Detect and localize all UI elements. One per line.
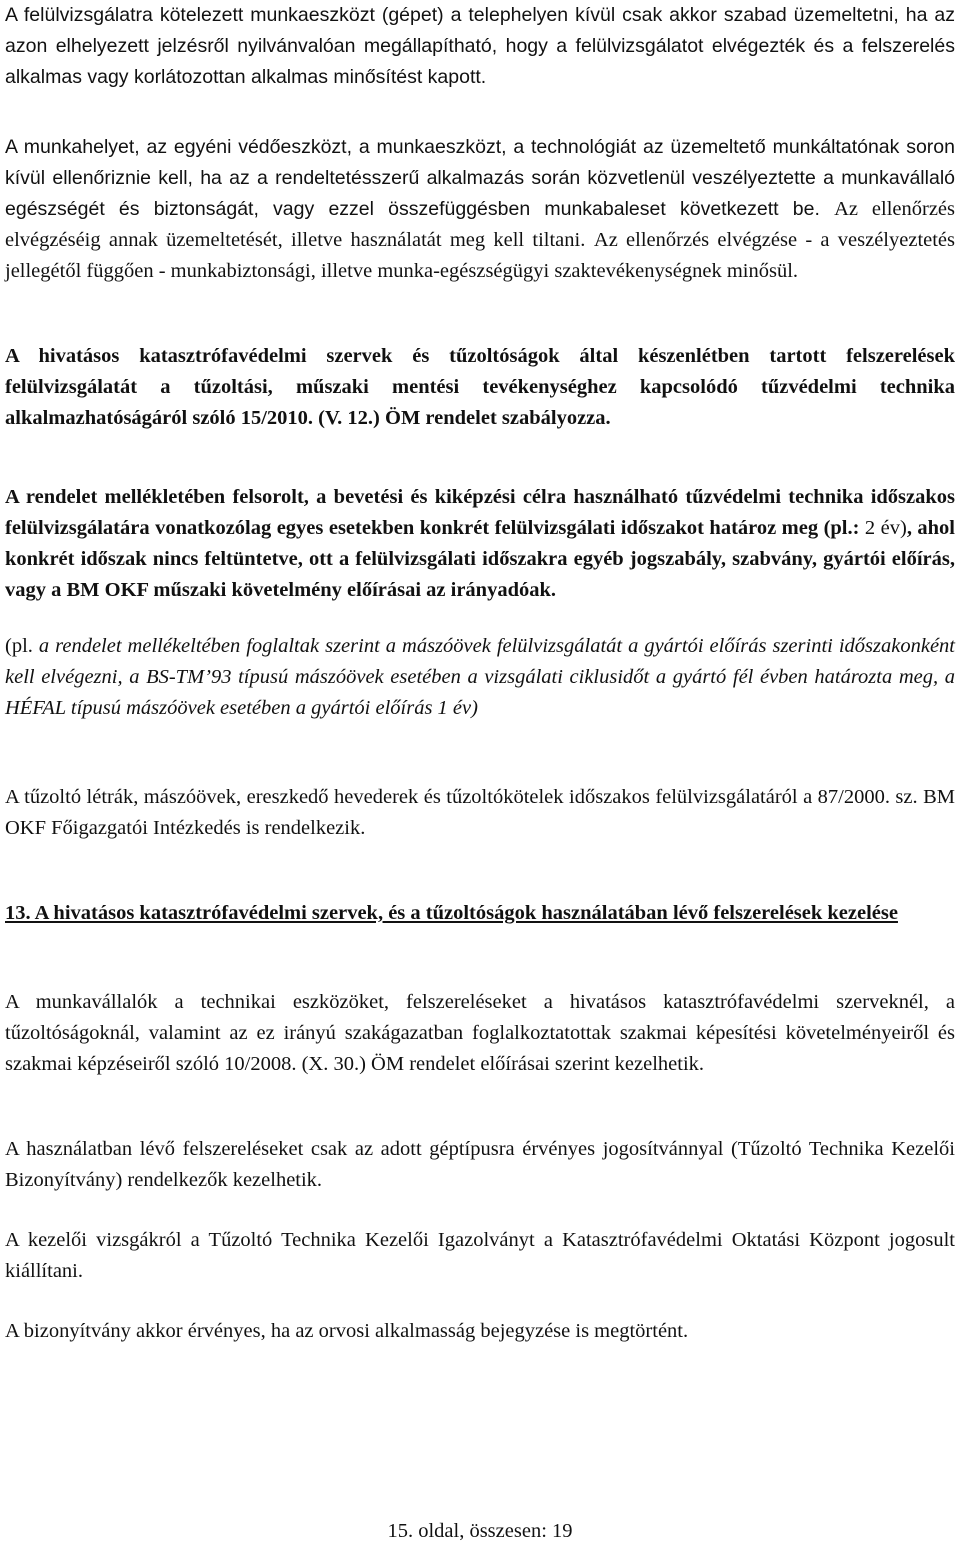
paragraph-regulation-15-2010: A hivatásos katasztrófavédelmi szervek és tűzoltóságok által készenlétben tartott felszerelések felülvizsgálatát a tűzoltási, műszaki mentési tevékenységhez kapcsolódó tűzvédelmi technika alkalmazhatóságáról szóló 15/2010. (V. 12.) ÖM rendelet szabályozza. xyxy=(5,345,955,429)
page-footer: 15. oldal, összesen: 19 xyxy=(387,1520,573,1542)
paragraph-inspection-requirement: A felülvizsgálatra kötelezett munkaeszközt (gépet) a telephelyen kívül csak akkor szabad üzemeltetni, ha az azon elhelyezett jelzésről nyilvánvalóan megállapítható, hogy a felülvizsgálatot elvégezték és a felszerelés alkalmas vagy korlátozottan alkalmas minősítést kapott. xyxy=(5,4,955,88)
paragraph-operator-id: A kezelői vizsgákról a Tűzoltó Technika Kezelői Igazolványt a Katasztrófavédelmi Oktatási Központ jogosult kiállítani. xyxy=(5,1229,955,1282)
paragraph-climbing-belt-example xyxy=(5,631,955,724)
annex-text-1: A rendelet mellékletében felsorolt, a bevetési és kiképzési célra használható tűzvédelmi technika időszakos felülvizsgálatára vonatkozólag egyes esetekben konkrét felülvizsgálati időszakot határoz meg (pl.: xyxy=(5,486,955,539)
paragraph-certificate-validity: A bizonyítvány akkor érvényes, ha az orvosi alkalmasság bejegyzése is megtörtént. xyxy=(5,1320,689,1342)
paragraph-operator-qualification: A munkavállalók a technikai eszközöket, felszereléseket a hivatásos katasztrófavédelmi szerveknél, a tűzoltóságoknál, valamint az ez irányú szakágazatban foglalkoztatottak szakmai képesítési követelményeiről és szakmai képzéseiről szóló 10/2008. (X. 30.) ÖM rendelet előírásai szerint kezelhetik. xyxy=(5,991,955,1075)
section-heading: 13. A hivatásos katasztrófavédelmi szervek, és a tűzoltóságok használatában lévő felszerelések kezelése xyxy=(5,902,898,924)
paragraph-annex-inspection xyxy=(5,482,955,606)
assessment-text: Az ellenőrzés elvégzése - a veszélyeztetés jellegétől függően - munkabiztonsági, illetve munka-egészségügyi szaktevékenységnek minősül. xyxy=(5,229,956,282)
paragraph-license-requirement: A használatban lévő felszereléseket csak az adott géptípusra érvényes jogosítvánnyal (Tűzoltó Technika Kezelői Bizonyítvány) rendelkezők kezelhetik. xyxy=(5,1138,955,1191)
paragraph-ladder-inspection: A tűzoltó létrák, mászóövek, ereszkedő hevederek és tűzoltókötelek időszakos felülvizsgálatáról a 87/2000. sz. BM OKF Főigazgatói Intézkedés is rendelkezik. xyxy=(5,786,955,839)
employer-check-text: A munkahelyet, az egyéni védőeszközt, a munkaeszközt, a technológiát az üzemeltető munkáltatónak soron kívül ellenőriznie kell, ha az a rendeltetésszerű alkalmazás során közvetlenül veszélyeztette a munkavállaló egészségét és biztonságát, vagy ezzel összefüggésben munkabaleset következett be. xyxy=(5,136,955,220)
annex-text-2: , ahol konkrét időszak nincs feltüntetve, ott a felülvizsgálati időszakra egyéb jogszabály, szabvány, gyártói előírás, vagy a BM OKF műszaki követelmény előírásai az irányadóak. xyxy=(5,517,955,601)
prohibition-text: Az ellenőrzés elvégzéséig annak üzemeltetését, illetve használatát meg kell tiltani. xyxy=(5,198,956,251)
paragraph-employer-check xyxy=(5,132,955,287)
example-prefix: (pl. xyxy=(5,635,33,657)
example-text: a rendelet mellékeltében foglaltak szerint a mászóövek felülvizsgálatát a gyártói előírás szerinti időszakonként kell elvégezni, a BS-TM’93 típusú mászóövek esetében a vizsgálati ciklusidőt a gyártó fél évben határozta meg, a HÉFAL típusú mászóövek esetében a gyártói előírás 1 év) xyxy=(5,635,955,719)
annex-period-example: 2 év) xyxy=(859,517,907,539)
